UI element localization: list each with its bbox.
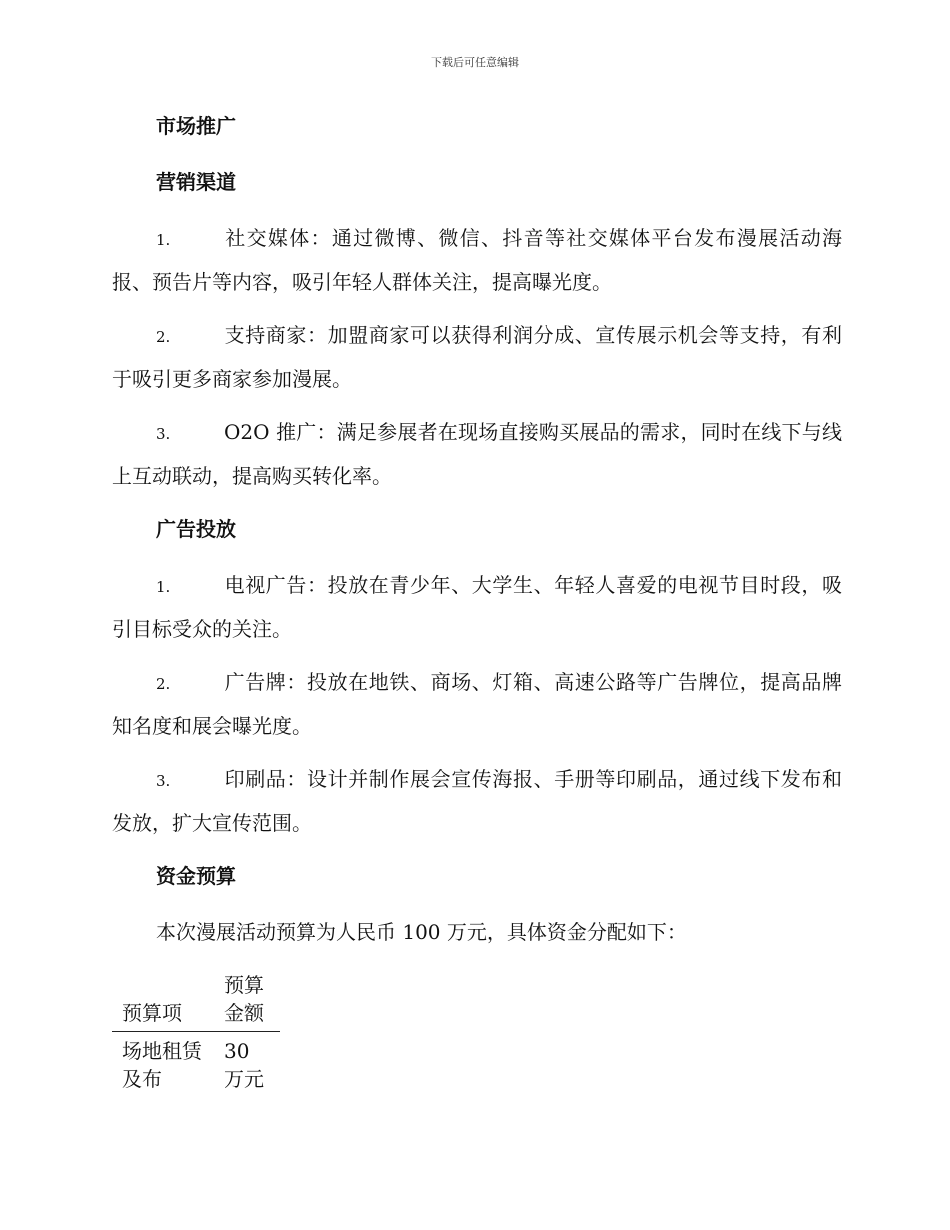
list-item bbox=[112, 661, 842, 747]
list-text: O2O 推广：满足参展者在现场直接购买展品的需求，同时在线下与线上互动联动，提高购买转化率。 bbox=[112, 420, 842, 488]
table-row bbox=[112, 1032, 280, 1094]
list-number: 2. bbox=[156, 328, 171, 346]
table-cell: 30 万元 bbox=[224, 1039, 264, 1091]
budget-intro: 本次漫展活动预算为人民币 100 万元，具体资金分配如下： bbox=[156, 920, 687, 944]
section-title: 市场推广 bbox=[156, 114, 236, 138]
list-number: 1. bbox=[156, 578, 171, 596]
list-number: 3. bbox=[156, 425, 171, 443]
list-text: 社交媒体：通过微博、微信、抖音等社交媒体平台发布漫展活动海报、预告片等内容，吸引年轻人群体关注，提高曝光度。 bbox=[112, 226, 842, 294]
list-item bbox=[112, 758, 842, 844]
list-item bbox=[112, 411, 842, 497]
list-text: 电视广告：投放在青少年、大学生、年轻人喜爱的电视节目时段，吸引目标受众的关注。 bbox=[112, 573, 842, 641]
list-item bbox=[112, 314, 842, 400]
table-header-cell: 预算项 bbox=[112, 971, 214, 1032]
budget-heading: 资金预算 bbox=[156, 864, 236, 888]
header-note: 下载后可任意编辑 bbox=[431, 56, 519, 69]
list-text: 支持商家：加盟商家可以获得利润分成、宣传展示机会等支持，有利于吸引更多商家参加漫展。 bbox=[112, 323, 842, 391]
list-text: 广告牌：投放在地铁、商场、灯箱、高速公路等广告牌位，提高品牌知名度和展会曝光度。 bbox=[112, 670, 842, 738]
list-number: 1. bbox=[156, 231, 171, 249]
channels-heading: 营销渠道 bbox=[156, 170, 236, 194]
ads-heading: 广告投放 bbox=[156, 517, 236, 541]
document-body bbox=[112, 105, 842, 1093]
table-cell: 场地租赁及布 bbox=[122, 1039, 202, 1091]
list-number: 2. bbox=[156, 675, 171, 693]
list-item bbox=[112, 564, 842, 650]
list-item bbox=[112, 217, 842, 303]
table-header-row bbox=[112, 971, 280, 1032]
table-header-cell: 预算金额 bbox=[214, 971, 280, 1032]
list-text: 印刷品：设计并制作展会宣传海报、手册等印刷品，通过线下发布和发放，扩大宣传范围。 bbox=[112, 767, 842, 835]
list-number: 3. bbox=[156, 772, 171, 790]
budget-table bbox=[112, 971, 280, 1093]
